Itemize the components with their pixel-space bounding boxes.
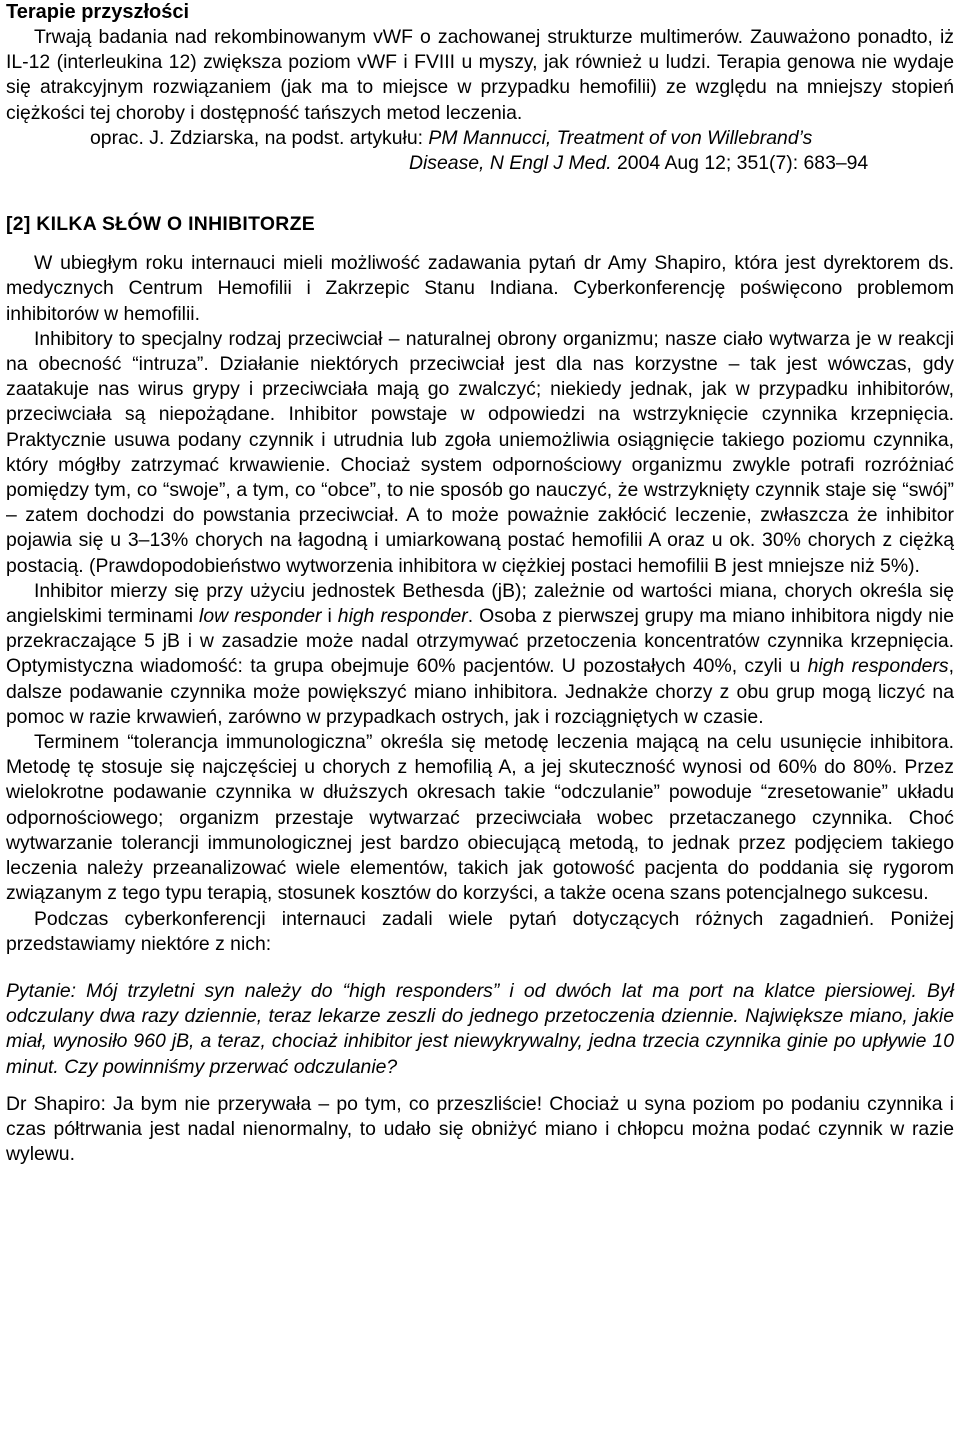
paragraph-bethesda <box>6 579 954 730</box>
credit-suffix: 2004 Aug 12; 351(7): 683–94 <box>611 152 869 175</box>
credit-title-line1: PM Mannucci, Treatment of von Willebrand’s <box>428 126 813 149</box>
article-credit <box>6 126 954 151</box>
p2-text-d: , dalsze podawanie czynnika może powiększyć miano inhibitora. Jednakże chorzy z obu grup mogą liczyć na pomoc w razie krwawień, zarówno w przypadkach ostrych, jak i rozciągniętych w czasie. <box>6 655 954 728</box>
term-high-responders: high responders <box>807 655 949 678</box>
term-high-responder: high responder <box>337 605 468 628</box>
p2-text-a: Inhibitor mierzy się przy użyciu jednostek Bethesda (jB); zależnie od wartości miana, chorych określa się angielskimi terminami <box>6 579 954 628</box>
answer-paragraph: Dr Shapiro: Ja bym nie przerywała – po tym, co przeszliście! Chociaż u syna poziom po podaniu czynnika i czas półtrwania jest nadal nienormalny, to udało się obniżyć miano i chłopcu można podać czynnik w razie wylewu. <box>6 1092 954 1166</box>
section-title-future-therapies: Terapie przyszłości <box>6 1 190 23</box>
paragraph-immune-tolerance: Terminem “tolerancja immunologiczna” określa się metodę leczenia mającą na celu usunięcie inhibitora. Metodę tę stosuje się najczęściej u chorych z hemofilią A, a jej skuteczność wynosi od 60% do 80%. Przez wielokrotne podawanie czynnika w dłuższych okresach takie “odczulanie” powoduje “zresetowanie” układu odpornościowego; organizm przestaje wytwarzać przeciwciała wobec przetaczanego czynnika. Choć wytwarzanie tolerancji immunologicznej jest bardzo obiecującą metodą, to jednak przez podjęciem takiego leczenia należy przeanalizować wiele elementów, takich jak gotowość pacjenta do poddania się rygorom związanym z tego typu terapią, stosunek kosztów do korzyści, a także ocena szans potencjalnego sukcesu. <box>6 731 954 905</box>
credit-title-line2: Disease, N Engl J Med. <box>409 152 612 175</box>
question-paragraph <box>6 979 954 1080</box>
paragraph-intro: W ubiegłym roku internauci mieli możliwość zadawania pytań dr Amy Shapiro, która jest dyrektorem ds. medycznych Centrum Hemofilii i Zakrzepic Stanu Indiana. Cyberkonferencję poświęcono problemom inhibitorów w hemofilii. <box>6 252 954 325</box>
article-credit-line2 <box>6 151 954 176</box>
p2-text-c: . Osoba z pierwszej grupy ma miano inhibitora nigdy nie przekraczające 5 jB i w zasadzie może nadal otrzymywać przetoczenia koncentratów czynnika krzepnięcia. Optymistyczna wiadomość: ta grupa obejmuje 60% pacjentów. U pozostałych 40%, czyli u <box>6 605 954 678</box>
paragraph-cyberconference: Podczas cyberkonferencji internauci zadali wiele pytań dotyczących różnych zagadnień. Poniżej przedstawiamy niektóre z nich: <box>6 907 954 955</box>
term-low-responder: low responder <box>199 605 322 628</box>
paragraph-inhibitors: Inhibitory to specjalny rodzaj przeciwciał – naturalnej obrony organizmu; nasze ciało wytwarza je w reakcji na obecność “intruza”. Działanie niektórych przeciwciał jest dla nas korzystne – tak jest wówczas, gdy zaatakuje nas wirus grypy i przeciwciała mają go zwalczyć; niekiedy jednak, jak w przypadku inhibitorów, przeciwciała są niepożądane. Inhibitor powstaje w odpowiedzi na wstrzyknięcie czynnika krzepnięcia. Praktycznie usuwa podany czynnik i utrudnia lub zgoła uniemożliwia osiągnięcie takiego poziomu czynnika, który mógłby zatrzymać krwawienie. Chociaż system odpornościowy organizmu zwykle potrafi rozróżniać pomiędzy tym, co “swoje”, a tym, co “obce”, to nie sposób go nauczyć, że wstrzyknięty czynnik staje się “swój” – zatem dochodzi do powstania przeciwciał. A to może poważnie zakłócić leczenie, zwłaszcza że inhibitor pojawia się u 3–13% chorych na łagodną i umiarkowaną postać hemofilii A oraz u ok. 30% chorych z ciężką postacią. (Prawdopodobieństwo wytworzenia inhibitora w ciężkiej postaci hemofilii B jest mniejsze niż 5%). <box>6 327 954 577</box>
p2-text-b: i <box>321 605 338 628</box>
paragraph-future-therapies: Trwają badania nad rekombinowanym vWF o zachowanej strukturze multimerów. Zauważono ponadto, iż IL-12 (interleukina 12) zwiększa poziom vWF i FVIII u myszy, jak również u ludzi. Terapia genowa nie wydaje się atrakcyjnym rozwiązaniem (jak ma to miejsce w przypadku hemofilii) ze względu na mniejszy stopień ciężkości tej choroby i dostępność tańszych metod leczenia. <box>6 26 954 124</box>
credit-prefix: oprac. J. Zdziarska, na podst. artykułu: <box>90 126 429 149</box>
question-text: Pytanie: Mój trzyletni syn należy do “high responders” i od dwóch lat ma port na klatce piersiowej. Był odczulany dwa razy dziennie, teraz lekarze zeszli do jednego przetoczenia dziennie. Największe miano, jakie miał, wynosiło 960 jB, a teraz, chociaż inhibitor jest niewykrywalny, jedna trzecia czynnika ginie po upływie 10 minut. Czy powinniśmy przerwać odczulanie? <box>6 979 954 1078</box>
section-title-inhibitor: [2] KILKA SŁÓW O INHIBITORZE <box>6 213 315 236</box>
